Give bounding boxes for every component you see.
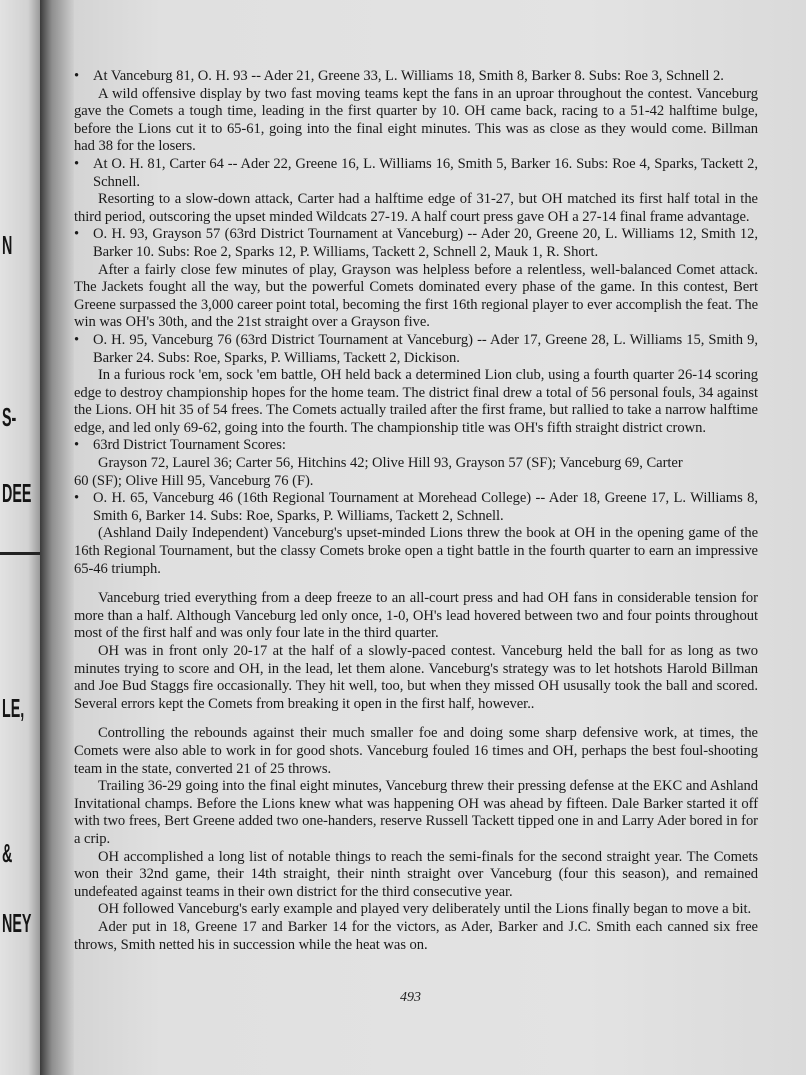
facing-page-edge	[0, 0, 40, 1075]
newspaper-quote: (Ashland Daily Independent) Vanceburg's upset-minded Lions threw the book at OH in the opening game of the 16th Regional Tournament, but the classy Comets broke open a tight battle in the fourth quarter to earn an impressive 65-46 triumph.	[74, 525, 758, 577]
facing-page-fragment: DEE	[2, 478, 32, 508]
game-result: • O. H. 93, Grayson 57 (63rd District Tournament at Vanceburg) -- Ader 20, Greene 20, L. Williams 12, Smith 12, Barker 10. Subs: Roe 2, Sparks 12, P. Williams, Tackett 2, Schnell 2, Mauk 1, R. Short.	[74, 226, 758, 260]
newspaper-paragraph: Ader put in 18, Greene 17 and Barker 14 for the victors, as Ader, Barker and J.C. Smith each canned six free throws, Smith netted his in succession while the heat was on.	[74, 918, 758, 953]
facing-page-fragment: S-	[2, 402, 17, 432]
game-recap: A wild offensive display by two fast moving teams kept the fans in an uproar throughout the contest. Vanceburg gave the Comets a tough time, leading in the first quarter by 10. OH came back, racing to a 51-42 halftime bulge, before the Lions cut it to 65-61, going into the final eight minutes. This was as close as they would come. Billman had 38 for the losers.	[74, 85, 758, 155]
game-result: • O. H. 95, Vanceburg 76 (63rd District Tournament at Vanceburg) -- Ader 17, Greene 28, L. Williams 15, Smith 9, Barker 24. Subs: Roe, Sparks, P. Williams, Tackett 2, Dickison.	[74, 331, 758, 366]
bullet-icon: •	[74, 331, 80, 348]
book-gutter	[40, 0, 74, 1075]
bullet-icon: •	[74, 155, 80, 172]
newspaper-paragraph: OH accomplished a long list of notable things to reach the semi-finals for the second straight year. The Comets won their 32nd game, their 14th straight, their ninth straight over Vanceburg (four this season), and remained undefeated against teams in their own district for the third consecutive year.	[74, 848, 758, 900]
game-recap: Resorting to a slow-down attack, Carter had a halftime edge of 31-27, but OH matched its first half total in the third period, outscoring the upset minded Wildcats 27-19. A half court press gave OH a 27-14 final frame advantage.	[74, 191, 758, 225]
facing-page-rule	[0, 552, 40, 555]
game-recap: In a furious rock 'em, sock 'em battle, OH held back a determined Lion club, using a fourth quarter 26-14 scoring edge to destroy championship hopes for the home team. The district final drew a total of 56 personal fouls, 34 against the Lions. OH hit 35 of 54 frees. The Comets actually trailed after the first frame, but rallied to take a narrow halftime edge, and led only 69-62, going into the fourth. The championship title was OH's fifth straight district crown.	[74, 367, 758, 436]
bullet-icon: •	[74, 437, 80, 454]
newspaper-paragraph: OH was in front only 20-17 at the half of a slowly-paced contest. Vanceburg held the ball for as long as two minutes trying to score and OH, in the lead, let them alone. Vanceburg's strategy was to let hotshots Harold Billman and Joe Bud Staggs fire occasionally. They hit well, too, but when they missed OH ususally took the ball and scored. Several errors kept the Comets from breaking it open in the first half, however..	[74, 643, 758, 712]
tournament-scores: Grayson 72, Laurel 36; Carter 56, Hitchins 42; Olive Hill 93, Grayson 57 (SF); Vanceburg 69, Carter	[98, 455, 683, 472]
newspaper-paragraph: Trailing 36-29 going into the final eight minutes, Vanceburg threw their pressing defense at the EKC and Ashland Invitational champs. Before the Lions knew what was happening OH was ahead by fifteen. Dale Barker started it off with two frees, Bert Greene added two one-handers, reserve Russell Tackett tipped one in and Larry Ader bored in for a crip.	[74, 778, 758, 847]
tournament-heading: • 63rd District Tournament Scores:	[74, 437, 286, 454]
facing-page-fragment: NEY	[2, 908, 32, 938]
book-page	[74, 0, 806, 1075]
bullet-icon: •	[74, 68, 80, 84]
tournament-scores-continued: 60 (SF); Olive Hill 95, Vanceburg 76 (F).	[74, 472, 314, 489]
facing-page-fragment: LE,	[2, 693, 25, 723]
facing-page-fragment: N	[2, 230, 13, 260]
page-text	[74, 68, 758, 954]
game-result: • At O. H. 81, Carter 64 -- Ader 22, Greene 16, L. Williams 16, Smith 5, Barker 16. Subs: Roe 4, Sparks, Tackett 2, Schnell.	[74, 155, 758, 190]
game-result: • O. H. 65, Vanceburg 46 (16th Regional Tournament at Morehead College) -- Ader 18, Greene 17, L. Williams 8, Smith 6, Barker 14. Subs: Roe, Sparks, P. Williams, Tackett 2, Schnell.	[74, 490, 758, 524]
newspaper-paragraph: Controlling the rebounds against their much smaller foe and doing some sharp defensive work, at times, the Comets were also able to work in for good shots. Vanceburg fouled 16 times and OH, perhaps the best foul-shooting team in the state, converted 21 of 25 throws.	[74, 725, 758, 777]
newspaper-paragraph: Vanceburg tried everything from a deep freeze to an all-court press and had OH fans in considerable tension for more than a half. Although Vanceburg led only once, 1-0, OH's lead hovered between two and four points throughout most of the first half and was only four late in the third quarter.	[74, 590, 758, 642]
newspaper-paragraph: OH followed Vanceburg's early example and played very deliberately until the Lions finally began to move a bit.	[98, 901, 752, 918]
bullet-icon: •	[74, 226, 80, 243]
page-number: 493	[400, 990, 421, 1005]
game-recap: After a fairly close few minutes of play, Grayson was helpless before a relentless, well-balanced Comet attack. The Jackets fought all the way, but the powerful Comets dominated every phase of the game. In this contest, Bert Greene surpassed the 3,000 career point total, becoming the first 16th regional player to ever accomplish the feat. The win was OH's 30th, and the 21st straight over a Grayson five.	[74, 261, 758, 331]
game-result: • At Vanceburg 81, O. H. 93 -- Ader 21, Greene 33, L. Williams 18, Smith 8, Barker 8. Subs: Roe 3, Schnell 2.	[74, 68, 724, 84]
bullet-icon: •	[74, 490, 80, 507]
facing-page-fragment: &	[2, 838, 13, 868]
